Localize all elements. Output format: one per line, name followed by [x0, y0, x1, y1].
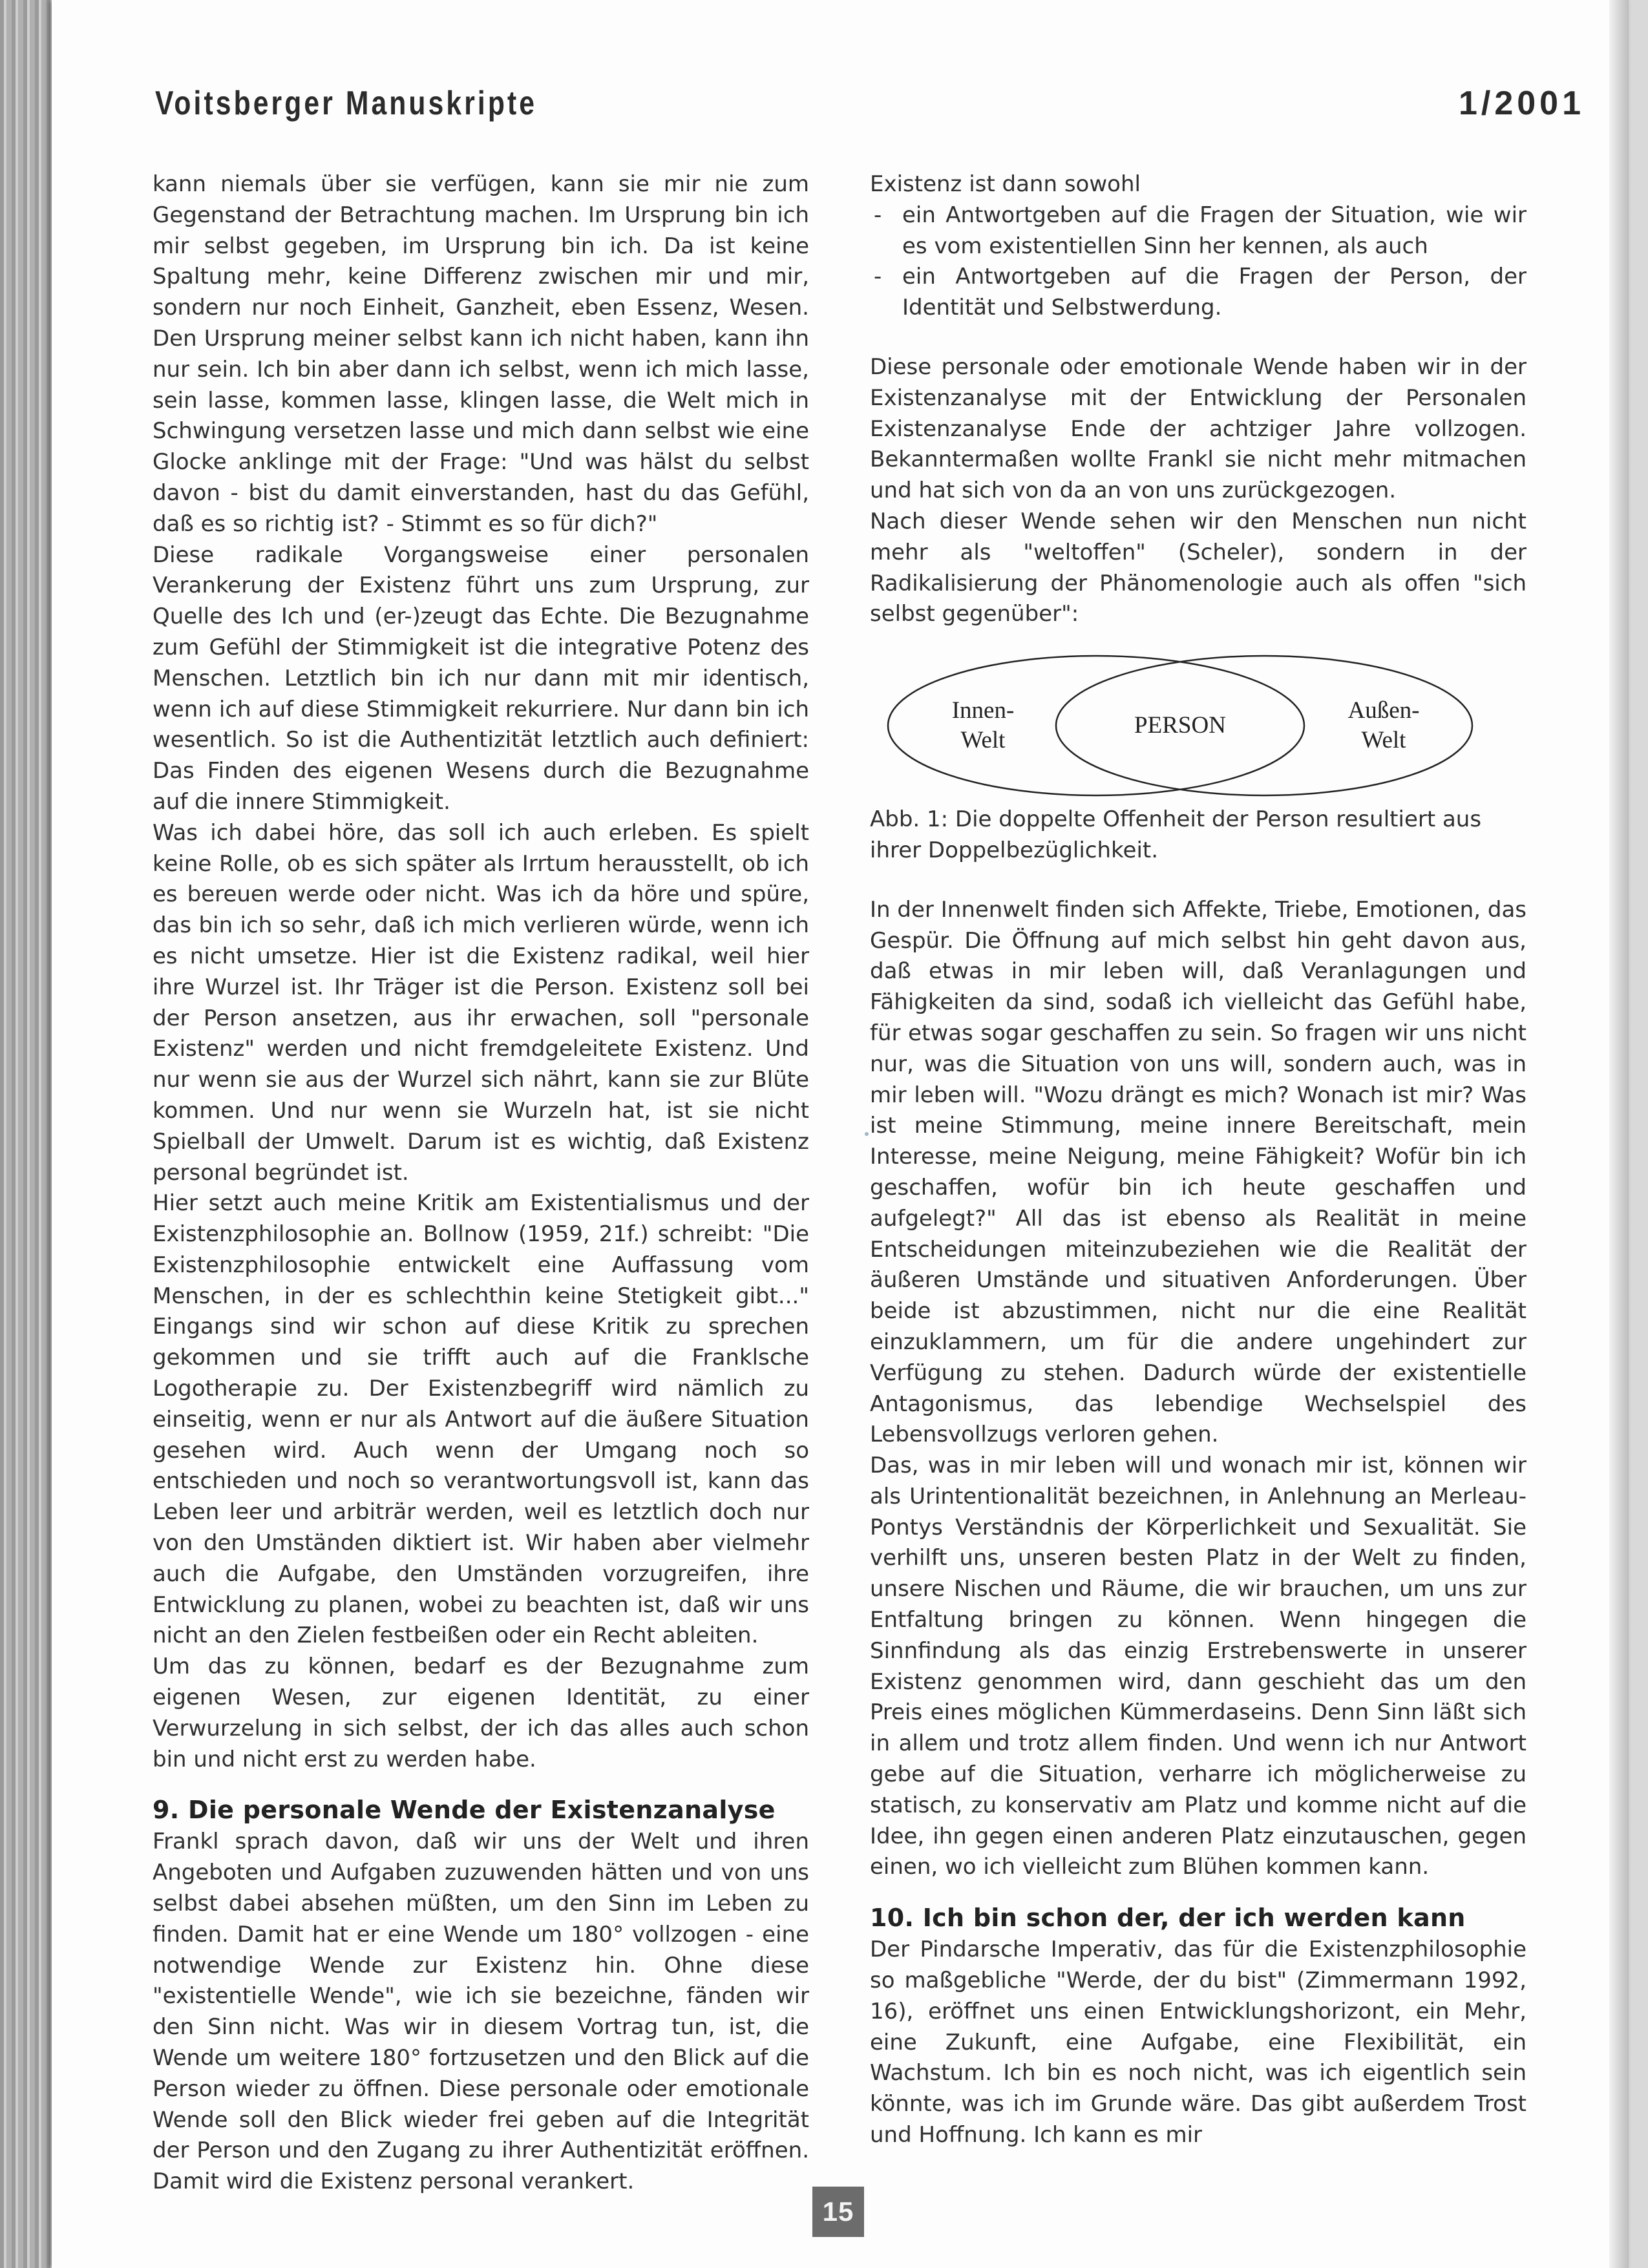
- section-10-heading: 10. Ich bin schon der, der ich werden kann: [870, 1904, 1466, 1933]
- page-number: 15: [822, 2196, 854, 2227]
- paragraph: Existenz ist dann sowohl: [870, 171, 1141, 197]
- inner-world-label: [909, 696, 1057, 755]
- scan-speck: [865, 1132, 869, 1136]
- paragraph: Hier setzt auch meine Kritik am Existentialismus und der Existenzphilosophie an. Bollnow (1959, 21f.) schreibt: "Die Existenzphilosophie entwickelt eine Auffassung vom Menschen, in der es schlechthin keine Stetigkeit gibt..." Eingangs sind wir schon auf diese Kritik zu sprechen gekommen und sie trifft auch auf die Franklsche Logotherapie zu. Der Existenzbegriff wird nämlich zu einseitig, wenn er nur als Antwort auf die äußere Situation gesehen wird. Auch wenn der Umgang noch so entschieden und noch so verantwortungsvoll ist, kann das Leben leer und arbiträr werden, weil es letztlich doch nur von den Umständen diktiert ist. Wir haben aber vielmehr auch die Aufgabe, den Umständen vorzugreifen, ihre Entwicklung zu planen, wobei zu beachten ist, daß wir uns nicht an den Zielen festbeißen oder ein Recht ableiten.: [153, 1190, 809, 1649]
- paragraph: Frankl sprach davon, daß wir uns der Welt und ihren Angeboten und Aufgaben zuzuwenden hätten und von uns selbst dabei absehen müßten, um den Sinn im Leben zu finden. Damit hat er eine Wende um 180° vollzogen - eine notwendige Wende zur Existenz hin. Ohne diese "existentielle Wende", wie ich sie bezeichne, fänden wir den Sinn nicht. Was wir in diesem Vortrag tun, ist, die Wende um weitere 180° fortzusetzen und den Blick auf die Person wieder zu öffnen. Diese personale oder emotionale Wende soll den Blick wieder frei geben auf die Integrität der Person und den Zugang zu ihrer Authentizität eröffnen. Damit wird die Existenz personal verankert.: [153, 1829, 809, 2195]
- outer-world-label-line-1: Außen-: [1347, 697, 1420, 724]
- paragraph: Diese personale oder emotionale Wende haben wir in der Existenzanalyse mit der Entwicklung der Personalen Existenzanalyse Ende der achtziger Jahre vollzogen. Bekanntermaßen wollte Frankl sie nicht mehr mitmachen und hat sich von da an von uns zurückgezogen.: [870, 353, 1527, 504]
- page-number-box: [812, 2187, 864, 2237]
- outer-world-label: [1309, 696, 1458, 755]
- right-column: [870, 169, 1527, 2151]
- list-item: - ein Antwortgeben auf die Fragen der Person, der Identität und Selbstwerdung.: [870, 262, 1527, 324]
- page: [52, 0, 1629, 2268]
- paragraph: kann niemals über sie verfügen, kann sie mir nie zum Gegenstand der Betrachtung machen. Im Ursprung bin ich mir selbst gegeben, im Ursprung bin ich. Da ist keine Spaltung mehr, keine Differenz zwischen mir und mir, sondern nur noch Einheit, Ganzheit, eben Essenz, Wesen. Den Ursprung meiner selbst kann ich nicht haben, kann ihn nur sein. Ich bin aber dann ich selbst, wenn ich mich lasse, sein lasse, kommen lasse, klingen lasse, die Welt mich in Schwingung versetzen lasse und mich dann selbst wie eine Glocke anklinge mit der Frage: "Und was hälst du selbst davon - bist du damit einverstanden, hast du das Gefühl, daß es so richtig ist? - Stimmt es so für dich?": [153, 171, 809, 537]
- publication-title: Voitsberger Manuskripte: [155, 85, 538, 122]
- book-spine: [0, 0, 52, 2268]
- inner-world-label-line-1: Innen-: [951, 697, 1015, 724]
- outer-world-label-line-2: Welt: [1361, 727, 1406, 754]
- inner-world-label-line-2: Welt: [960, 727, 1006, 754]
- paragraph: Um das zu können, bedarf es der Bezugnahme zum eigenen Wesen, zur eigenen Identität, zu einer Verwurzelung in sich selbst, der ich das alles auch schon bin und nicht erst zu werden habe.: [153, 1654, 809, 1772]
- paragraph: Nach dieser Wende sehen wir den Menschen nun nicht mehr als "weltoffen" (Scheler), sondern in der Radikalisierung der Phänomenologie auch als offen "sich selbst gegenüber":: [870, 508, 1527, 627]
- paragraph: Das, was in mir leben will und wonach mir ist, können wir als Urintentionalität bezeichnen, in Anlehnung an Merleau-Pontys Verständnis der Körperlichkeit und Sexualität. Sie verhilft uns, unseren besten Platz in der Welt zu finden, unsere Nischen und Räume, die wir brauchen, um uns zur Entfaltung bringen zu können. Wenn hingegen die Sinnfindung als das einzig Erstrebenswerte in unserer Existenz genommen wird, dann geschieht das um den Preis eines möglichen Kümmerdaseins. Denn Sinn läßt sich in allem und trotz allem finden. Und wenn ich nur Antwort gebe auf die Situation, verharre ich möglicherweise zu statisch, zu konservativ am Platz und komme nicht auf die Idee, ihn gegen einen anderen Platz einzutauschen, gegen einen, wo ich vielleicht zum Blühen kommen kann.: [870, 1453, 1527, 1880]
- list-item: - ein Antwortgeben auf die Fragen der Situation, wie wir es vom existentiellen Sinn her kennen, als auch: [870, 200, 1527, 262]
- issue-number: 1/2001: [1458, 85, 1585, 122]
- paragraph: Der Pindarsche Imperativ, das für die Existenzphilosophie so maßgebliche "Werde, der du bist" (Zimmermann 1992, 16), eröffnet uns einen Entwicklungshorizont, ein Mehr, eine Zukunft, eine Aufgabe, eine Flexibilität, ein Wachstum. Ich bin es noch nicht, was ich eigentlich sein könnte, was ich im Grunde wäre. Das gibt außerdem Trost und Hoffnung. Ich kann es mir: [870, 1937, 1527, 2148]
- figure-person-diagram: [870, 649, 1527, 804]
- bullet-list: [870, 200, 1527, 324]
- section-9-heading: 9. Die personale Wende der Existenzanalyse: [153, 1796, 776, 1825]
- figure-caption: Abb. 1: Die doppelte Offenheit der Person resultiert aus ihrer Doppelbezüglichkeit.: [870, 806, 1482, 863]
- paragraph: Was ich dabei höre, das soll ich auch erleben. Es spielt keine Rolle, ob es sich später als Irrtum herausstellt, ob ich es bereuen werde oder nicht. Was ich da höre und spüre, das bin ich so sehr, daß ich mich verlieren würde, wenn ich es nicht umsetze. Hier ist die Existenz radikal, weil hier ihre Wurzel ist. Ihr Träger ist die Person. Existenz soll bei der Person ansetzen, aus ihr erwachen, soll "personale Existenz" werden und nicht fremdgeleitete Existenz. Und nur wenn sie aus der Wurzel sich nährt, kann sie zur Blüte kommen. Und nur wenn sie Wurzeln hat, ist sie nicht Spielball der Umwelt. Darum ist es wichtig, daß Existenz personal begründet ist.: [153, 819, 809, 1186]
- paragraph: Diese radikale Vorgangsweise einer personalen Verankerung der Existenz führt uns zum Ursprung, zur Quelle des Ich und (er-)zeugt das Echte. Die Bezugnahme zum Gefühl der Stimmigkeit ist die integrative Potenz des Menschen. Letztlich bin ich nur dann mit mir identisch, wenn ich auf diese Stimmigkeit rekurriere. Nur dann bin ich wesentlich. So ist die Authentizität letztlich auch definiert: Das Finden des eigenen Wesens durch die Bezugnahme auf die innere Stimmigkeit.: [153, 541, 809, 815]
- left-column: [153, 169, 809, 2198]
- running-head: [155, 84, 1585, 129]
- paragraph: In der Innenwelt finden sich Affekte, Triebe, Emotionen, das Gespür. Die Öffnung auf mich selbst hin geht davon aus, daß etwas in mir leben will, daß Veranlagungen und Fähigkeiten da sind, sodaß ich vielleicht das Gefühl habe, für etwas sogar geschaffen zu sein. So fragen wir uns nicht nur, was die Situation von uns will, sondern auch, was in mir leben will. "Wozu drängt es mich? Wonach ist mir? Was ist meine Stimmung, meine innere Bereitschaft, mein Interesse, meine Neigung, meine Fähigkeit? Wofür bin ich geschaffen, wofür bin ich heute geschaffen und aufgelegt?" All das ist ebenso als Realität in meine Entscheidungen miteinzubeziehen wie die Realität der äußeren Umstände und situativen Anforderungen. Über beide ist abzustimmen, nicht nur die eine Realität einzuklammern, um für die andere ungehindert zur Verfügung zu stehen. Dadurch würde der existentielle Antagonismus, das lebendige Wechselspiel des Lebensvollzugs verloren gehen.: [870, 896, 1527, 1448]
- person-label: PERSON: [1134, 712, 1226, 739]
- page-edge-shadow: [1609, 0, 1629, 2268]
